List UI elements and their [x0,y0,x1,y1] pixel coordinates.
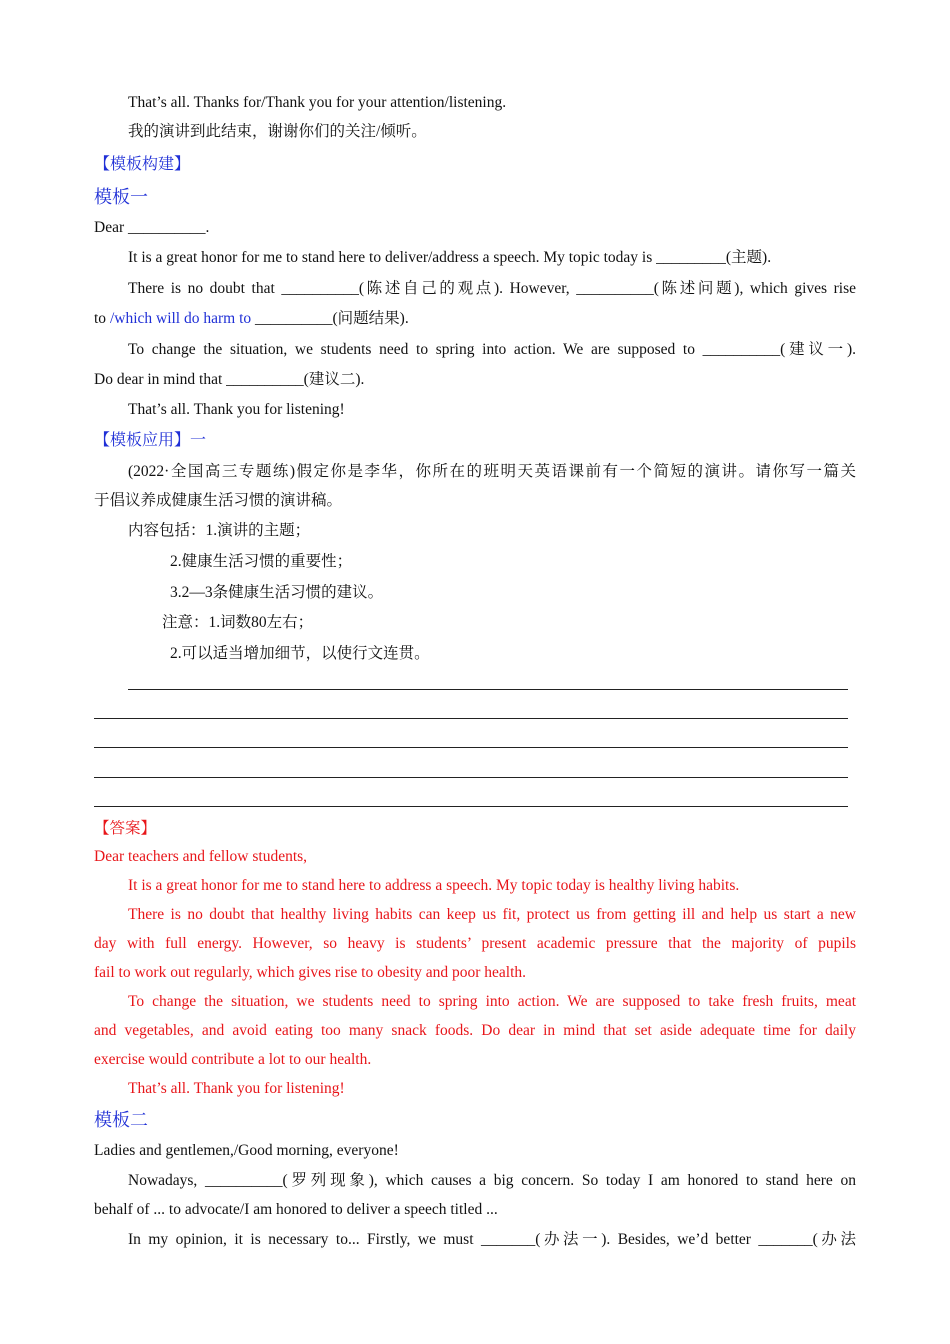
template2-greeting: Ladies and gentlemen,/Good morning, everyone! [94,1142,399,1159]
writing-line [128,689,848,690]
task-prompt-line1: (2022·全国高三专题练)假定你是李华，你所在的班明天英语课前有一个简短的演讲。请你写一篇关 [128,463,856,480]
section-heading-build: 【模板构建】 [94,156,191,173]
task-item2: 2.健康生活习惯的重要性； [170,553,353,570]
writing-line [94,718,848,719]
template1-para2-to: to [94,310,110,327]
template2-para1-line1: Nowadays, __________(罗列现象), which causes a big concern. So today I am honored to stand here on [128,1172,856,1189]
template1-closing: That’s all. Thank you for listening! [128,401,345,418]
task-prompt-line2: 于倡议养成健康生活习惯的演讲稿。 [94,492,343,509]
answer-para2-line1: There is no doubt that healthy living habits can keep us fit, protect us from getting ill and help us start a new [128,906,856,923]
answer-para3-line3: exercise would contribute a lot to our health. [94,1051,372,1068]
template1-heading: 模板一 [94,187,148,207]
writing-line [94,806,848,807]
template1-para2-alt: /which will do harm to [109,310,252,327]
answer-closing: That’s all. Thank you for listening! [128,1080,345,1097]
section-heading-apply: 【模板应用】一 [94,432,207,449]
task-item3: 3.2—3条健康生活习惯的建议。 [170,584,384,601]
template1-para3-line2: Do dear in mind that __________(建议二). [94,371,365,388]
intro-thanks-cn: 我的演讲到此结束，谢谢你们的关注/倾听。 [128,123,427,140]
answer-heading: 【答案】 [94,820,157,837]
writing-line [94,747,848,748]
template2-para1-line2: behalf of ... to advocate/I am honored to deliver a speech titled ... [94,1201,498,1218]
answer-para3-line2: and vegetables, and avoid eating too many snack foods. Do dear in mind that set aside adequate time for daily [94,1022,856,1039]
answer-salutation: Dear teachers and fellow students, [94,848,308,865]
answer-para1: It is a great honor for me to stand here to address a speech. My topic today is healthy living habits. [128,877,740,894]
template1-para2-line2 [94,309,856,329]
template1-para3-line1: To change the situation, we students need to spring into action. We are supposed to __________(建议一). [128,341,856,358]
template1-para2-line1: There is no doubt that __________(陈述自己的观点). However, __________(陈述问题), which gives rise [128,280,856,297]
template1-para2-rest: __________(问题结果). [251,310,409,327]
task-content-intro: 内容包括：1.演讲的主题； [128,522,311,539]
answer-para2-line2: day with full energy. However, so heavy is students’ present academic pressure that the majority of pupils [94,935,856,952]
template2-heading: 模板二 [94,1110,148,1130]
task-note1: 注意：1.词数80左右； [162,614,314,631]
task-note2: 2.可以适当增加细节，以使行文连贯。 [170,645,430,662]
answer-para2-line3: fail to work out regularly, which gives rise to obesity and poor health. [94,964,527,981]
intro-thanks-en: That’s all. Thanks for/Thank you for your attention/listening. [128,94,507,111]
writing-line [94,777,848,778]
answer-para3-line1: To change the situation, we students need to spring into action. We are supposed to take fresh fruits, meat [128,993,856,1010]
template1-para1: It is a great honor for me to stand here to deliver/address a speech. My topic today is _________(主题). [128,249,772,266]
template1-salutation: Dear __________. [94,219,210,236]
template2-para2-line1: In my opinion, it is necessary to... Firstly, we must _______(办法一). Besides, we’d better _______(办法 [128,1231,856,1248]
